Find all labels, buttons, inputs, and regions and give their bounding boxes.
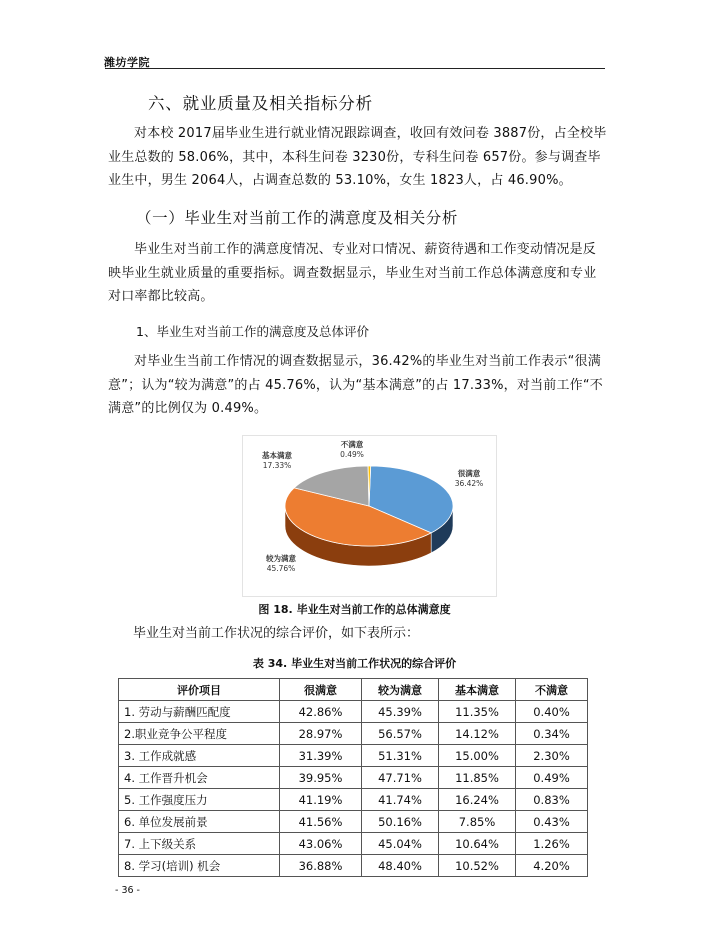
pie-chart-svg [243, 436, 496, 596]
cell-value: 0.34% [516, 723, 588, 745]
pie-value-label: 0.49% [340, 450, 364, 459]
table-row [119, 855, 588, 877]
table-header-row [119, 679, 588, 701]
pie-value-label: 45.76% [266, 564, 296, 573]
pie-category-label: 不满意 [340, 440, 364, 449]
column-header: 很满意 [280, 679, 362, 701]
cell-value: 28.97% [280, 723, 362, 745]
section-title: 六、就业质量及相关指标分析 [148, 94, 373, 113]
cell-value: 56.57% [362, 723, 439, 745]
cell-value: 50.16% [362, 811, 439, 833]
figure-caption: 图 18. 毕业生对当前工作的总体满意度 [258, 603, 451, 616]
table-intro: 毕业生对当前工作状况的综合评价，如下表所示： [133, 626, 420, 641]
cell-value: 0.83% [516, 789, 588, 811]
cell-value: 10.64% [439, 833, 516, 855]
cell-value: 10.52% [439, 855, 516, 877]
cell-value: 1.26% [516, 833, 588, 855]
cell-value: 11.85% [439, 767, 516, 789]
cell-value: 7.85% [439, 811, 516, 833]
cell-value: 41.19% [280, 789, 362, 811]
column-header: 基本满意 [439, 679, 516, 701]
pie-category-label: 很满意 [457, 469, 481, 478]
table-row [119, 701, 588, 723]
cell-value: 48.40% [362, 855, 439, 877]
item1-title: 1、毕业生对当前工作的满意度及总体评价 [136, 324, 369, 339]
cell-value: 0.43% [516, 811, 588, 833]
subsection-title: （一）毕业生对当前工作的满意度及相关分析 [136, 209, 459, 227]
evaluation-table [118, 678, 588, 877]
cell-value: 41.56% [280, 811, 362, 833]
cell-value: 45.39% [362, 701, 439, 723]
table-row [119, 745, 588, 767]
cell-value: 31.39% [280, 745, 362, 767]
table-row [119, 811, 588, 833]
subsection-paragraph: 毕业生对当前工作的满意度情况、专业对口情况、薪资待遇和工作变动情况是反映毕业生就业质量的重要指标。调查数据显示，毕业生对当前工作总体满意度和专业对口率都比较高。 [108, 242, 597, 304]
cell-value: 51.31% [362, 745, 439, 767]
row-label: 4. 工作晋升机会 [119, 767, 280, 789]
table-caption: 表 34. 毕业生对当前工作状况的综合评价 [252, 657, 457, 670]
cell-value: 0.40% [516, 701, 588, 723]
cell-value: 4.20% [516, 855, 588, 877]
cell-value: 39.95% [280, 767, 362, 789]
cell-value: 36.88% [280, 855, 362, 877]
header-rule [105, 68, 605, 69]
cell-value: 11.35% [439, 701, 516, 723]
cell-value: 42.86% [280, 701, 362, 723]
cell-value: 15.00% [439, 745, 516, 767]
row-label: 5. 工作强度压力 [119, 789, 280, 811]
cell-value: 45.04% [362, 833, 439, 855]
satisfaction-pie-chart [242, 435, 497, 597]
item1-paragraph: 对毕业生当前工作情况的调查数据显示，36.42%的毕业生对当前工作表示“很满意”；认为“较为满意”的占 45.76%，认为“基本满意”的占 17.33%，对当前工作“不满意”的比例仅为 0.49%。 [108, 354, 604, 416]
table-row [119, 833, 588, 855]
table-row [119, 767, 588, 789]
row-label: 8. 学习(培训) 机会 [119, 855, 280, 877]
row-label: 7. 上下级关系 [119, 833, 280, 855]
cell-value: 14.12% [439, 723, 516, 745]
column-header: 评价项目 [119, 679, 280, 701]
row-label: 2.职业竞争公平程度 [119, 723, 280, 745]
table-row [119, 723, 588, 745]
row-label: 3. 工作成就感 [119, 745, 280, 767]
cell-value: 16.24% [439, 789, 516, 811]
header-institution: 潍坊学院 [104, 56, 150, 69]
row-label: 1. 劳动与薪酬匹配度 [119, 701, 280, 723]
cell-value: 41.74% [362, 789, 439, 811]
pie-value-label: 36.42% [454, 479, 484, 488]
column-header: 不满意 [516, 679, 588, 701]
cell-value: 43.06% [280, 833, 362, 855]
intro-paragraph: 对本校 2017届毕业生进行就业情况跟踪调查，收回有效问卷 3887份，占全校毕业生总数的 58.06%，其中，本科生问卷 3230份，专科生问卷 657份。参与调查毕业生中，男生 2064人，占调查总数的 53.10%，女生 1823人，占 46.90%。 [108, 126, 607, 188]
cell-value: 2.30% [516, 745, 588, 767]
pie-value-label: 17.33% [262, 461, 292, 470]
pie-category-label: 较为满意 [266, 554, 296, 563]
cell-value: 47.71% [362, 767, 439, 789]
row-label: 6. 单位发展前景 [119, 811, 280, 833]
column-header: 较为满意 [362, 679, 439, 701]
page-number: - 36 - [115, 885, 140, 896]
pie-category-label: 基本满意 [262, 451, 292, 460]
cell-value: 0.49% [516, 767, 588, 789]
table-row [119, 789, 588, 811]
